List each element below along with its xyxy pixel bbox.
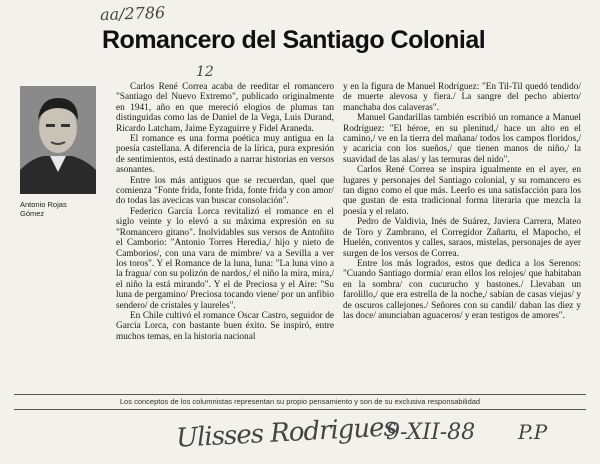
paragraph: En Chile cultivó el romance Oscar Castro, seguidor de García Lorca, con bastante buen éxito. Se inspiró, entre muchos temas, en la historia nacional	[116, 310, 334, 342]
portrait-image	[20, 86, 96, 194]
paragraph: Entre los más antiguos que se recuerdan, quel que comienza "Fonte frida, fonte frida, fonte frida y con amor/ do todas las avecicas van buscar consolación".	[116, 175, 334, 207]
paragraph: El romance es una forma poética muy antigua en la poesía castellana. A diferencia de la lírica, pura expresión de sentimientos, está destinado a narrar historias en versos asonantes.	[116, 134, 334, 176]
paragraph: Carlos René Correa se inspira igualmente en el ayer, en lugares y personajes del Santiago colonial, y su romancero es tan digno como el que más. Leerlo es una satisfacción para los que gustan de esta tradicional forma literaria que mezcla la poesía y el relato.	[343, 165, 581, 217]
article-column-2	[343, 82, 581, 321]
article-title: Romancero del Santiago Colonial	[102, 26, 486, 54]
photo-caption: Antonio Rojas Gómez	[20, 200, 67, 218]
handwritten-initials: P.P	[518, 420, 548, 444]
paragraph: Carlos René Correa acaba de reeditar el romancero "Santiago del Nuevo Extremo", publicado originalmente en 1941, año en que mereció elogios de plumas tan distinguidas como las de Daniel de la Vega, Luis Durand, Ricardo Latcham, Jaime Eyzaguirre y Fidel Araneda.	[116, 82, 334, 134]
divider	[14, 394, 586, 395]
paragraph: Pedro de Valdivia, Inés de Suárez, Javiera Carrera, Mateo de Toro y Zambrano, el Corregidor Zañartu, el Mapocho, el Huelén, conventos y calles, saraos, mistelas, personajes de ayer surgen de los versos de Correa.	[343, 217, 581, 259]
article-column-1	[116, 82, 334, 342]
author-photo	[20, 86, 96, 194]
paragraph: Entre los más logrados, estos que dedica a los Serenos: "Cuando Santiago dormía/ eran ellos los relojes/ que habitaban en la sombra/ con cucurucho y bastones./ Llevaban un farolillo,/ que era estrella de la noche,/ sabían de casas viejas/ y de oscuros callejones./ Señores con su candil/ daban las diez y las doce/ anunciaban aguaceros/ y eran testigos de amores".	[343, 258, 581, 321]
handwritten-mark: 12	[196, 64, 214, 80]
paragraph: Manuel Gandarillas también escribió un romance a Manuel Rodríguez: "El héroe, en su plenitud,/ hace un alto en el camino,/ ve en la tierra del mañana/ todos los campos floridos,/ y acaricia con los sueños,/ que tienen manos de niño,/ la suavidad de las alas/ y las ternuras del nido".	[343, 113, 581, 165]
handwritten-signature: Ulisses Rodrigues	[175, 412, 397, 454]
paragraph: Federico García Lorca revitalizó el romance en el siglo veinte y lo elevó a su máxima expresión en su "Romancero gitano". Inolvidables sus versos de Antoñito el Camborio: "Antonio Torres Heredia,/ hijo y nieto de Camborios/, con una vara de mimbre/ va a Sevilla a ver los toros". Y el Romance de la luna, luna: "La luna vino a la fragua/ con su polizón de nardos,/ el niño la mira, mira,/ el niño la está mirando". Y el de Preciosa y el Aire: "Su luna de pergamino/ Preciosa tocando viene/ por un anfibio sendero/ de cristales y laureles".	[116, 206, 334, 311]
handwritten-date: 9-XII-88	[386, 420, 476, 445]
handwritten-reference: aa/2786	[99, 2, 166, 25]
divider	[14, 409, 586, 410]
paragraph: y en la figura de Manuel Rodríguez: "En Til-Til quedó tendido/ de muerte alevosa y fiera./ La sangre del pecho abierto/ manchaba dos calaveras".	[343, 82, 581, 113]
disclaimer: Los conceptos de los columnistas representan su propio pensamiento y son de su exclusiva responsabilidad	[119, 397, 481, 406]
